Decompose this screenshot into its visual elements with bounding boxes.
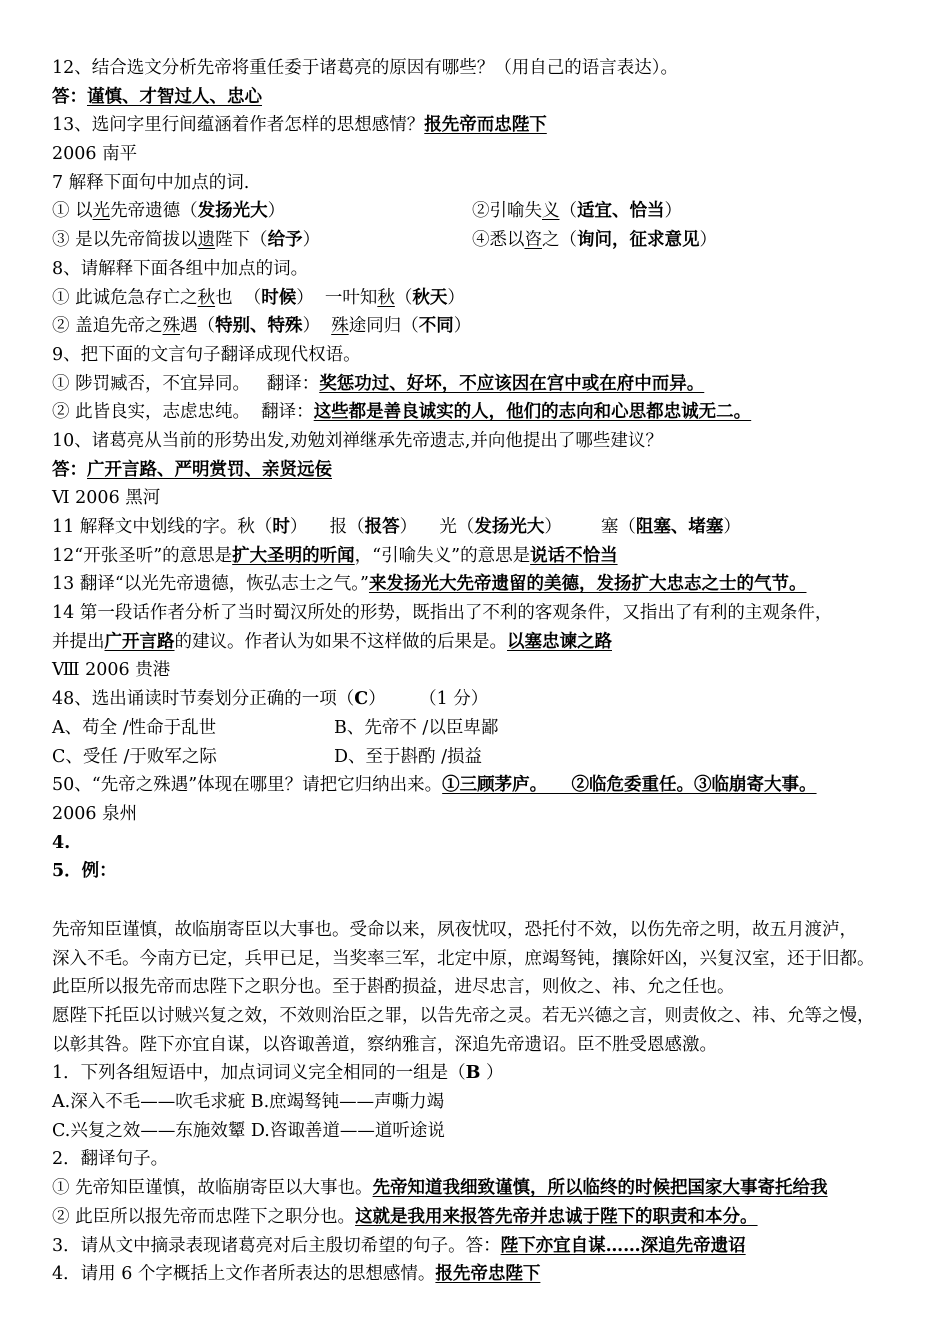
answer-text: C xyxy=(354,689,369,710)
exercise-1: 1．下列各组短语中，加点词词义完全相同的一组是（B ） xyxy=(52,1063,504,1084)
question-7-row-1: ① 以光先帝遗德（发扬光大） ②引喻失义（适宜、恰当） xyxy=(52,197,912,226)
answer-text: 这些都是善良诚实的人，他们的志向和心思都忠诚无二。 xyxy=(313,402,752,423)
answer-text: 奖惩功过、好坏，不应该因在宫中或在府中而异。 xyxy=(319,373,705,394)
question-11: 11 解释文中划线的字。秋（时） 报（报答） 光（发扬光大） 塞（阻塞、堵塞） xyxy=(52,517,741,537)
answer-text: 来发扬光大先帝遗留的美德，发扬扩大忠志之士的气节。 xyxy=(368,574,807,595)
question-7: 7 解释下面句中加点的词. xyxy=(52,172,250,193)
section-header-quanzhou: 2006 泉州 xyxy=(52,803,138,824)
answer-text: 扩大圣明的听闻 xyxy=(232,545,355,566)
dotted-word: 秋 xyxy=(377,287,395,308)
answer-text: 以塞忠谏之路 xyxy=(507,631,612,652)
dotted-word: 光 xyxy=(92,201,111,222)
document-page xyxy=(52,54,912,1289)
answer-text: 秋天 xyxy=(412,287,448,308)
question-13b: 13 翻译“以光先帝遗德，恢弘志士之气。”来发扬光大先帝遗留的美德，发扬扩大忠志之士的气节。 xyxy=(52,574,807,595)
answer-text: 发扬光大 xyxy=(197,201,268,222)
passage-line-1: 先帝知臣谨慎，故临崩寄臣以大事也。受命以来，夙夜忧叹，恐托付不效，以伤先帝之明，故五月渡泸， xyxy=(52,919,857,940)
answer-text: 不同 xyxy=(418,316,454,337)
dotted-word: 殊 xyxy=(162,316,181,337)
item-5: 5．例： xyxy=(52,861,117,882)
answer-text: 谨慎、才智过人、忠心 xyxy=(87,86,262,107)
exercise-1-options-cd: C.兴复之效——东施效颦 D.咨诹善道——道听途说 xyxy=(52,1120,445,1141)
answer-text: 时候 xyxy=(261,287,297,308)
option-c: C、受任 /于败军之际 xyxy=(52,746,217,767)
answer-text: 说话不恰当 xyxy=(530,545,618,566)
answer-text: B xyxy=(465,1063,481,1084)
question-14-cont: 并提出广开言路的建议。作者认为如果不这样做的后果是。以塞忠谏之路 xyxy=(52,631,612,652)
answer-text: 先帝知道我细致谨慎，所以临终的时候把国家大事寄托给我 xyxy=(372,1178,828,1199)
question-8-row-2: ② 盖追先帝之殊遇（特别、特殊） 殊途同归（不同） xyxy=(52,316,472,337)
answer-text: 询问，征求意见 xyxy=(577,230,700,251)
answer-text: 给予 xyxy=(267,230,303,251)
answer-text: 阻塞、堵塞 xyxy=(635,517,724,537)
question-7-item-4: ④悉以咨之（询问，征求意见） xyxy=(472,230,717,251)
exercise-3: 3．请从文中摘录表现诸葛亮对后主殷切希望的句子。答：陛下亦宜自谋……深追先帝遗诏 xyxy=(52,1235,746,1256)
answer-text: 时 xyxy=(272,517,290,537)
answer-text: ①三顾茅庐。 ②临危委重任。③临崩寄大事。 xyxy=(442,775,817,796)
question-14: 14 第一段话作者分析了当时蜀汉所处的形势，既指出了不利的客观条件，又指出了有利的主观条件， xyxy=(52,603,833,624)
option-d: D、至于斟酌 /损益 xyxy=(334,746,482,767)
option-a: A、苟全 /性命于乱世 xyxy=(52,717,217,738)
question-8-row-1: ① 此诚危急存亡之秋也 （时候） 一叶知秋（秋天） xyxy=(52,287,465,308)
section-header-nanping: 2006 南平 xyxy=(52,144,138,165)
question-7-row-2: ③ 是以先帝简拔以遗陛下（给予） ④悉以咨之（询问，征求意见） xyxy=(52,226,912,255)
section-header-heihe: Ⅵ 2006 黑河 xyxy=(52,488,161,509)
item-4: 4. xyxy=(52,832,71,853)
answer-text: 报答 xyxy=(364,517,400,537)
answer-text: 特别、特殊 xyxy=(215,316,303,337)
exercise-2-row-1: ① 先帝知臣谨慎，故临崩寄臣以大事也。先帝知道我细致谨慎，所以临终的时候把国家大事寄托给我 xyxy=(52,1178,828,1199)
answer-text: 报先帝忠陛下 xyxy=(435,1264,541,1285)
passage-line-3: 此臣所以报先帝而忠陛下之职分也。至于斟酌损益，进尽忠言，则攸之、祎、允之任也。 xyxy=(52,977,735,998)
spacer xyxy=(52,886,912,916)
question-10: 10、诸葛亮从当前的形势出发,劝勉刘禅继承先帝遗志,并向他提出了哪些建议？ xyxy=(52,430,663,451)
question-13: 13、选问字里行间蕴涵着作者怎样的思想感情？报先帝而忠陛下 xyxy=(52,115,547,136)
answer-12: 答：谨慎、才智过人、忠心 xyxy=(52,86,262,107)
question-12: 12、结合选文分析先帝将重任委于诸葛亮的原因有哪些？（用自己的语言表达）。 xyxy=(52,58,679,78)
exercise-4: 4．请用 6 个字概括上文作者所表达的思想感情。报先帝忠陛下 xyxy=(52,1264,541,1285)
section-header-guigang: Ⅷ 2006 贵港 xyxy=(52,660,171,681)
question-8: 8、请解释下面各组中加点的词。 xyxy=(52,258,309,279)
answer-text: 广开言路 xyxy=(104,631,175,652)
question-7-item-2: ②引喻失义（适宜、恰当） xyxy=(472,201,682,222)
question-9: 9、把下面的文言句子翻译成现代权语。 xyxy=(52,344,361,365)
exercise-1-options-ab: A.深入不毛——吹毛求疵 B.庶竭驽钝——声嘶力竭 xyxy=(52,1092,445,1113)
dotted-word: 义 xyxy=(542,201,560,222)
passage-line-2: 深入不毛。今南方已定，兵甲已足，当奖率三军，北定中原，庶竭驽钝，攘除奸凶，兴复汉室，还于旧都。 xyxy=(52,948,875,969)
answer-text: 陛下亦宜自谋……深追先帝遗诏 xyxy=(500,1235,746,1256)
dotted-word: 咨 xyxy=(524,230,542,251)
passage-line-4: 愿陛下托臣以讨贼兴复之效，不效则治臣之罪，以告先帝之灵。若无兴德之言，则责攸之、祎、允等之慢， xyxy=(52,1006,875,1026)
exercise-2-row-2: ② 此臣所以报先帝而忠陛下之职分也。这就是我用来报答先帝并忠诚于陛下的职责和本分。 xyxy=(52,1206,758,1227)
question-9-row-1: ① 陟罚臧否，不宜异同。 翻译：奖惩功过、好坏，不应该因在宫中或在府中而异。 xyxy=(52,373,705,394)
answer-text: 发扬光大 xyxy=(474,517,545,537)
question-48-options-ab xyxy=(52,714,912,743)
question-48-options-cd xyxy=(52,743,912,772)
option-b: B、先帝不 /以臣卑鄙 xyxy=(334,717,499,738)
question-48: 48、选出诵读时节奏划分正确的一项（C） （1 分） xyxy=(52,689,489,710)
dotted-word: 殊 xyxy=(331,316,349,337)
question-50: 50、“先帝之殊遇”体现在哪里？请把它归纳出来。①三顾茅庐。 ②临危委重任。③临崩寄大事。 xyxy=(52,775,817,796)
answer-text: 报先帝而忠陛下 xyxy=(424,115,547,136)
dotted-word: 遗 xyxy=(197,230,216,251)
question-9-row-2: ② 此皆良实，志虑忠纯。 翻译：这些都是善良诚实的人，他们的志向和心思都忠诚无二。 xyxy=(52,402,752,423)
dotted-word: 秋 xyxy=(197,287,216,308)
answer-text: 适宜、恰当 xyxy=(577,201,665,222)
passage-line-5: 以彰其咎。陛下亦宜自谋，以咨诹善道，察纳雅言，深追先帝遗诏。臣不胜受恩感激。 xyxy=(52,1034,717,1055)
answer-10: 答：广开言路、严明赏罚、亲贤远佞 xyxy=(52,459,332,480)
exercise-2: 2．翻译句子。 xyxy=(52,1149,169,1170)
answer-text: 广开言路、严明赏罚、亲贤远佞 xyxy=(87,459,332,480)
question-12b: 12“开张圣听”的意思是扩大圣明的听闻，“引喻失义”的意思是说话不恰当 xyxy=(52,545,618,566)
answer-text: 这就是我用来报答先帝并忠诚于陛下的职责和本分。 xyxy=(355,1206,758,1227)
